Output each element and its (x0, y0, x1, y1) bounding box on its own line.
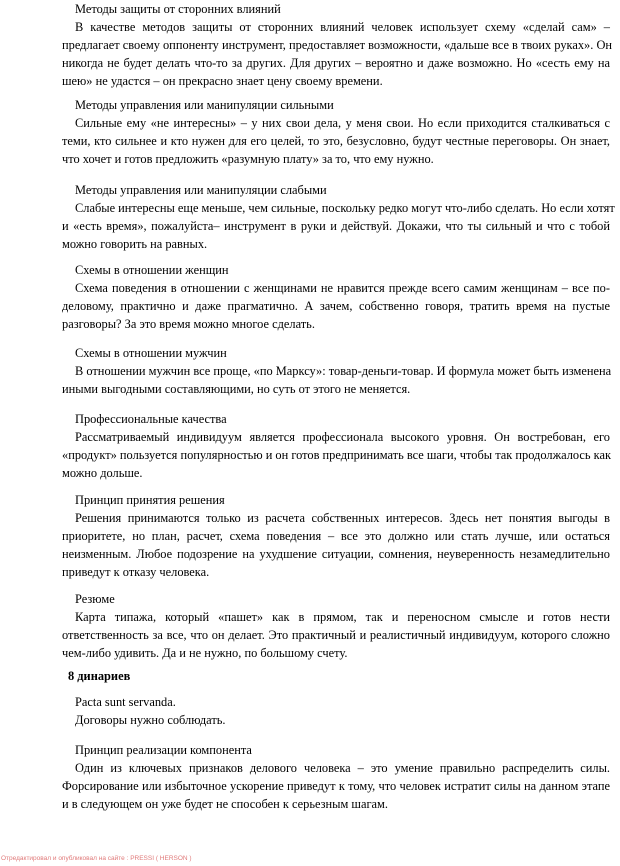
paragraph-line: ответственность за все, что он делает. Это практичный и реалистичный индивидуум, которого сложно (62, 628, 610, 642)
section-heading: Принцип принятия решения (75, 493, 225, 507)
paragraph-line: никогда не будет делать что-то за других. Для других – вероятно и даже возможно. Но «сесть ему на (62, 56, 610, 70)
paragraph-line: предлагает своему оппоненту инструмент, предоставляет возможности, «дальше все в твоих руках». Он (62, 38, 613, 52)
section-heading: Профессиональные качества (75, 412, 227, 426)
section-summary (62, 590, 610, 662)
chapter-heading: 8 динариев (68, 669, 131, 683)
section-heading: Методы управления или манипуляции слабыми (75, 183, 327, 197)
paragraph-line: и «есть время», пожалуйста– инструмент в руки и действуй. Докажи, что ты сильный и что с тобой (62, 219, 610, 233)
paragraph-line: можно говорить на равных. (62, 237, 208, 251)
section-heading: Методы управления или манипуляции сильными (75, 98, 334, 112)
paragraph-line: Схема поведения в отношении с женщинами не нравится прежде всего самим женщинам – все по- (75, 281, 610, 295)
paragraph-line: приведут к отказу человека. (62, 565, 210, 579)
section-heading: Схемы в отношении мужчин (75, 346, 227, 360)
paragraph-line: иными выгодными составляющими, но суть от этого не меняется. (62, 382, 411, 396)
section-decision-principle (62, 491, 610, 581)
section-professional-qualities (62, 410, 610, 482)
paragraph-line: и в следующем он уже будет не способен к серьезным шагам. (62, 797, 388, 811)
section-protection-methods (62, 0, 613, 90)
paragraph-line: В качестве методов защиты от сторонних влияний человек использует схему «сделай сам» – (75, 20, 610, 34)
paragraph-line: В отношении мужчин все проще, «по Марксу»: товар-деньги-товар. И формула может быть изменена (75, 364, 612, 378)
section-heading: Методы защиты от сторонних влияний (75, 2, 281, 16)
motto-line: Pacta sunt servanda. (75, 695, 176, 709)
paragraph-line: Один из ключевых признаков делового человека – это умение правильно распределить силы. (75, 761, 610, 775)
paragraph-line: разговоры? За это время можно многое сделать. (62, 317, 315, 331)
section-heading: Принцип реализации компонента (75, 743, 252, 757)
paragraph-line: «продукт» пользуется популярностью и он готов предпринимать все шаги, чтобы так продолжалось как (62, 448, 612, 462)
footer-watermark: Отредактировал и опубликовал на сайте : PRESSI ( HERSON ) (1, 855, 192, 862)
paragraph-line: Карта типажа, который «пашет» как в прямом, так и переносном смысле и готов нести (75, 610, 610, 624)
section-manipulating-strong (62, 96, 610, 168)
paragraph-line: что хочет и готов предложить «разумную плату» за то, что ему нужно. (62, 152, 434, 166)
paragraph-line: Форсирование или избыточное ускорение приведут к тому, что человек истратит силы на данном этапе (62, 779, 610, 793)
paragraph-line: Сильные ему «не интересны» – у них свои дела, у меня свои. Но если приходится сталкиваться с (75, 116, 610, 130)
motto (62, 693, 610, 729)
paragraph-line: приоритете, но план, расчет, схема поведения – все это должно или стать лучше, или остаться (62, 529, 610, 543)
section-women-schemes (62, 261, 610, 333)
paragraph-line: теми, кто сильнее и кто нужен для его целей, то это, безусловно, будут честные переговоры. Он знает, (62, 134, 610, 148)
paragraph-line: деловому, практично и даже прагматично. А зачем, собственно говоря, тратить время на пустые (62, 299, 610, 313)
section-component-principle (62, 741, 610, 813)
paragraph-line: Рассматриваемый индивидуум является профессионала высокого уровня. Он востребован, его (75, 430, 610, 444)
paragraph-line: шею» не удастся – он прекрасно знает цену своему времени. (62, 74, 383, 88)
section-heading: Резюме (75, 592, 115, 606)
paragraph-line: неизменным. Любое подозрение на ухудшение ситуации, сомнения, неуверенность незамедлительно (62, 547, 610, 561)
paragraph-line: Слабые интересны еще меньше, чем сильные, поскольку редко могут что-либо сделать. Но если хотят (75, 201, 615, 215)
motto-line: Договоры нужно соблюдать. (75, 713, 226, 727)
section-men-schemes (62, 344, 610, 398)
section-manipulating-weak (62, 181, 615, 253)
section-heading: Схемы в отношении женщин (75, 263, 229, 277)
paragraph-line: Решения принимаются только из расчета собственных интересов. Здесь нет понятия выгоды в (75, 511, 610, 525)
paragraph-line: можно дольше. (62, 466, 143, 480)
paragraph-line: чем-либо удивить. Да и не нужно, по большому счету. (62, 646, 348, 660)
